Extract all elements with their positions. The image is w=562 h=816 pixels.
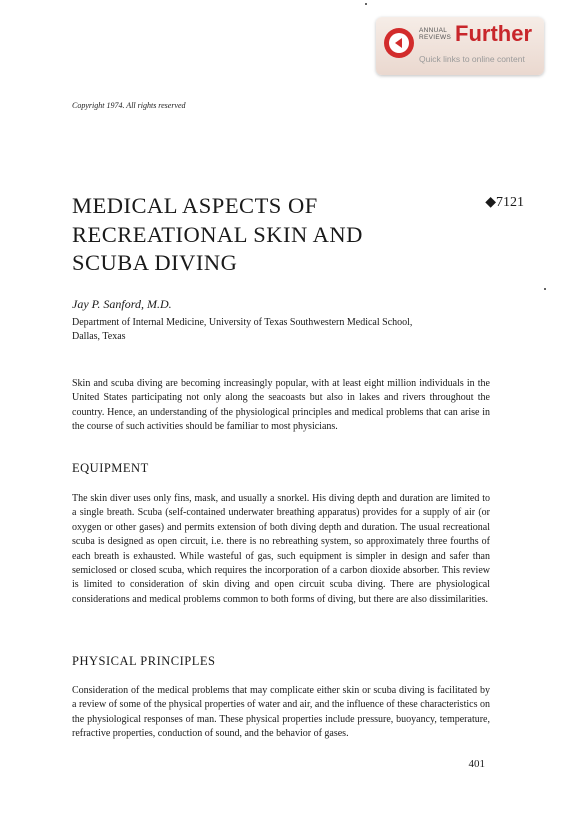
section-heading-physical-principles: PHYSICAL PRINCIPLES xyxy=(72,654,216,668)
title-line: MEDICAL ASPECTS OF xyxy=(72,193,318,218)
affiliation-line: Dallas, Texas xyxy=(72,331,126,343)
title-line: SCUBA DIVING xyxy=(72,250,238,275)
page-number: 401 xyxy=(468,758,485,770)
article-code: ◆7121 xyxy=(485,195,524,210)
title-line: RECREATIONAL SKIN AND xyxy=(72,221,363,247)
badge-subtitle: Quick links to online content xyxy=(419,54,525,64)
badge-further-label: Further xyxy=(455,21,532,46)
play-back-icon xyxy=(384,28,414,58)
author-name: Jay P. Sanford, M.D. xyxy=(72,297,172,311)
annual-reviews-further-badge[interactable] xyxy=(376,17,544,75)
article-title xyxy=(72,192,363,278)
affiliation-line: Department of Internal Medicine, University of Texas Southwestern Medical School, xyxy=(72,317,413,328)
physical-principles-paragraph: Consideration of the medical problems that may complicate either skin or scuba diving is facilitated by a review of some of the physical properties of water and air, and the influence of these characteristics on the physiological responses of man. These physical properties include pressure, buoyancy, temperature, refractive properties, conduction of sound, and the behavior of gases. xyxy=(72,685,490,740)
scan-speck xyxy=(365,3,367,5)
intro-paragraph: Skin and scuba diving are becoming increasingly popular, with at least eight million individuals in the United States participating not only along the seacoasts but also in lakes and rivers throughout the country. Hence, an understanding of the physiological principles and medical problems that can arise in the course of such activities should be familiar to most physicians. xyxy=(72,378,490,433)
copyright-notice: Copyright 1974. All rights reserved xyxy=(72,101,186,110)
scan-speck xyxy=(544,288,546,290)
section-heading-equipment: EQUIPMENT xyxy=(72,461,149,475)
equipment-paragraph: The skin diver uses only fins, mask, and usually a snorkel. His diving depth and duration are limited to a single breath. Scuba (self-contained underwater breathing apparatus) provides for a supply of air (or oxygen or other gases) and permits extension of both diving depth and duration. The usual recreational scuba is designed as open circuit, i.e. there is no rebreathing system, so approximately three fourths of each breath is exhausted. While wasteful of gas, such equipment is simpler in design and safer than semiclosed or closed scuba, which requires the incorporation of a carbon dioxide absorber. This review is limited to consideration of skin diving and open circuit scuba diving. There are physiological considerations and medical problems common to both forms of diving, but there are also dissimilarities. xyxy=(72,493,490,605)
badge-publisher: ANNUAL REVIEWS xyxy=(419,27,452,41)
author-affiliation xyxy=(72,316,492,345)
